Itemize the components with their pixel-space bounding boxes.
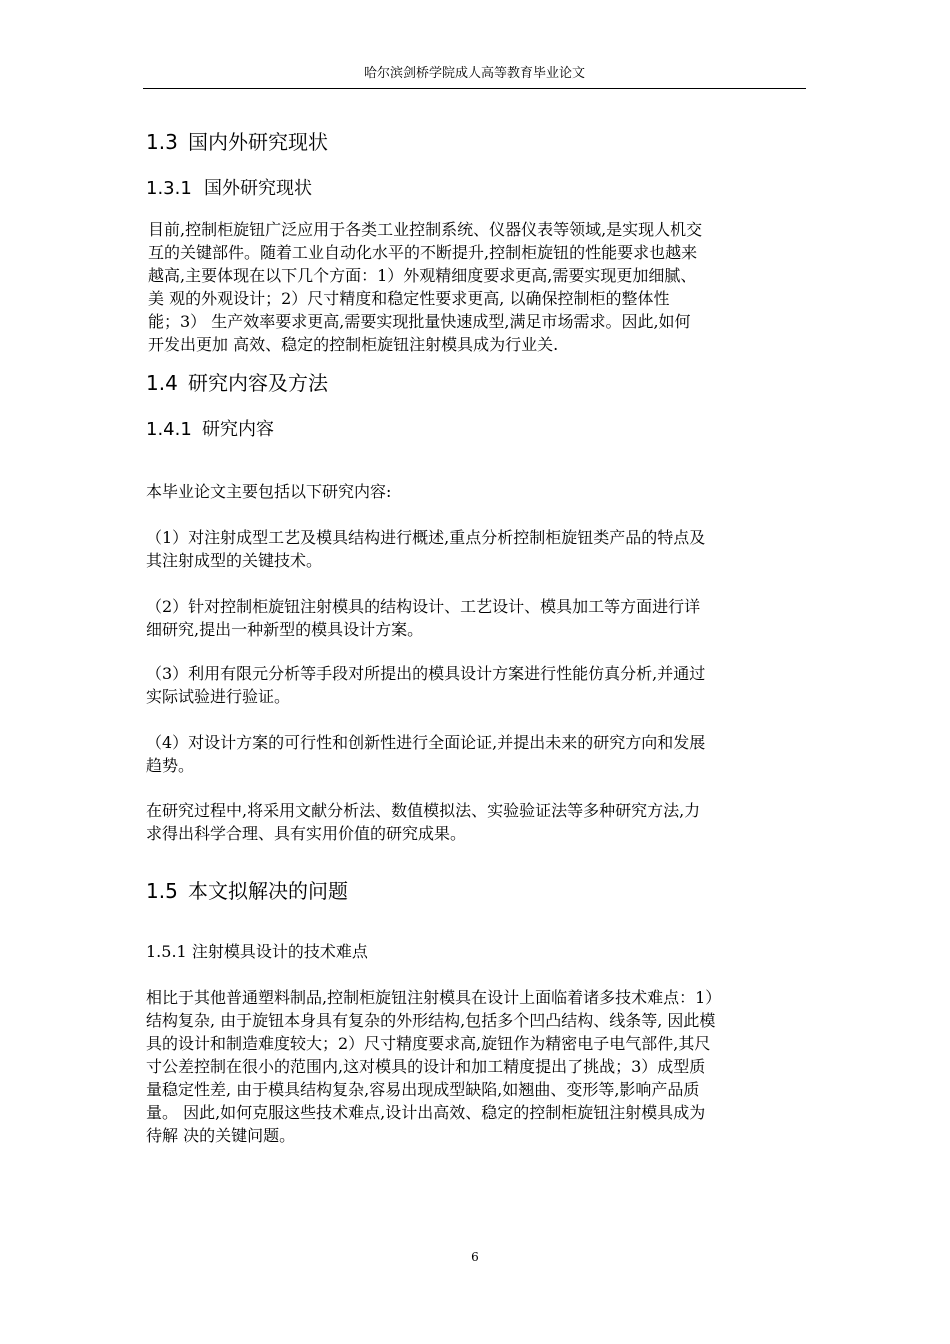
paragraph-line: 互的关键部件。随着工业自动化水平的不断提升,控制柜旋钮的性能要求也越来 [148, 243, 698, 262]
paragraph-line: 量。 因此,如何克服这些技术难点,设计出高效、稳定的控制柜旋钮注射模具成为 [146, 1103, 706, 1122]
section-number: 1.4 [146, 371, 178, 395]
paragraph-line: 相比于其他普通塑料制品,控制柜旋钮注射模具在设计上面临着诸多技术难点：1） [146, 988, 722, 1007]
paragraph-line: 细研究,提出一种新型的模具设计方案。 [146, 620, 424, 639]
list-item-2 [146, 595, 810, 641]
running-header: 哈尔滨剑桥学院成人高等教育毕业论文 [363, 66, 585, 81]
section-title: 本文拟解决的问题 [188, 879, 348, 903]
header-rule [143, 88, 806, 89]
list-item-1 [146, 526, 810, 572]
section-heading-1-4 [146, 370, 328, 396]
paragraph-line: （1）对注射成型工艺及模具结构进行概述,重点分析控制柜旋钮类产品的特点及 [146, 528, 706, 547]
subsection-heading-1-3-1 [146, 177, 312, 201]
subsection-title: 国外研究现状 [204, 178, 312, 199]
section-heading-1-5 [146, 878, 348, 904]
subsection-number: 1.4.1 [146, 419, 192, 440]
section-heading-1-3 [146, 129, 328, 155]
paragraph-line: （2）针对控制柜旋钮注射模具的结构设计、工艺设计、模具加工等方面进行详 [146, 597, 701, 616]
paragraph-line: 其注射成型的关键技术。 [146, 551, 323, 570]
list-item-4 [146, 731, 810, 777]
paragraph-intro [146, 480, 810, 503]
subsection-number: 1.3.1 [146, 178, 192, 199]
subsection-heading-1-5-1 [146, 941, 368, 963]
subsection-title: 注射模具设计的技术难点 [191, 942, 368, 961]
subsection-title: 研究内容 [202, 419, 274, 440]
paragraph-line: 求得出科学合理、具有实用价值的研究成果。 [146, 824, 467, 843]
paragraph-line: 目前,控制柜旋钮广泛应用于各类工业控制系统、仪器仪表等领域,是实现人机交 [148, 220, 703, 239]
paragraph-line: 待解 决的关键问题。 [146, 1126, 296, 1145]
paragraph-technical-difficulties [146, 986, 810, 1147]
section-title: 国内外研究现状 [188, 130, 328, 154]
paragraph-methods [146, 799, 810, 845]
paragraph-line: 能；3） 生产效率要求更高,需要实现批量快速成型,满足市场需求。因此,如何 [148, 312, 691, 331]
paragraph-line: 越高,主要体现在以下几个方面：1）外观精细度要求更高,需要实现更加细腻、 [148, 266, 697, 285]
paragraph-line: 美 观的外观设计；2）尺寸精度和稳定性要求更高, 以确保控制柜的整体性 [148, 289, 670, 308]
paragraph-line: （4）对设计方案的可行性和创新性进行全面论证,并提出未来的研究方向和发展 [146, 733, 706, 752]
paragraph-line: 本毕业论文主要包括以下研究内容: [146, 482, 392, 501]
paragraph-line: 量稳定性差, 由于模具结构复杂,容易出现成型缺陷,如翘曲、变形等,影响产品质 [146, 1080, 700, 1099]
list-item-3 [146, 662, 810, 708]
paragraph-line: 开发出更加 高效、稳定的控制柜旋钮注射模具成为行业关. [148, 335, 559, 354]
paragraph-line: 趋势。 [146, 756, 195, 775]
paragraph-line: 实际试验进行验证。 [146, 687, 291, 706]
page-number: 6 [471, 1250, 479, 1264]
paragraph-line: 寸公差控制在很小的范围内,这对模具的设计和加工精度提出了挑战；3）成型质 [146, 1057, 706, 1076]
paragraph-line: 结构复杂, 由于旋钮本身具有复杂的外形结构,包括多个凹凸结构、线条等, 因此模 [146, 1011, 716, 1030]
section-number: 1.3 [146, 130, 178, 154]
paragraph-line: 在研究过程中,将采用文献分析法、数值模拟法、实验验证法等多种研究方法,力 [146, 801, 701, 820]
section-title: 研究内容及方法 [188, 371, 328, 395]
subsection-number: 1.5.1 [146, 942, 187, 961]
paragraph-line: 具的设计和制造难度较大；2）尺寸精度要求高,旋钮作为精密电子电气部件,其尺 [146, 1034, 711, 1053]
paragraph-line: （3）利用有限元分析等手段对所提出的模具设计方案进行性能仿真分析,并通过 [146, 664, 706, 683]
subsection-heading-1-4-1 [146, 418, 274, 442]
paragraph-foreign-research [148, 218, 812, 356]
section-number: 1.5 [146, 879, 178, 903]
